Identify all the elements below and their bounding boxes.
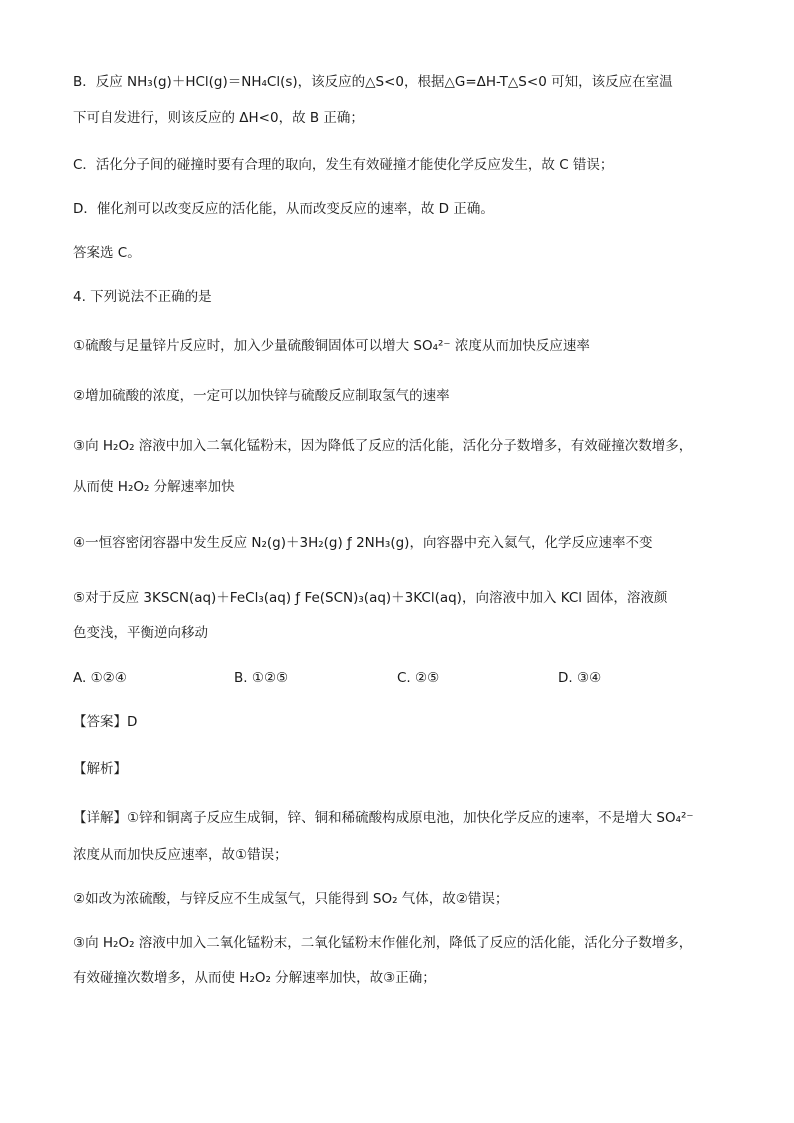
answer-label: 【答案】D — [73, 714, 138, 730]
detail-1-cont: 浓度从而加快反应速率，故①错误； — [73, 847, 288, 863]
detail-1: 【详解】①锌和铜离子反应生成铜，锌、铜和稀硫酸构成原电池，加快化学反应的速率，不是增大 SO₄²⁻ — [73, 810, 694, 826]
option-d-explanation: D．催化剂可以改变反应的活化能，从而改变反应的速率，故 D 正确。 — [73, 201, 494, 217]
detail-3-cont: 有效碰撞次数增多，从而使 H₂O₂ 分解速率加快，故③正确； — [73, 970, 436, 986]
option-c-explanation: C．活化分子间的碰撞时要有合理的取向，发生有效碰撞才能使化学反应发生，故 C 错误； — [73, 157, 614, 173]
statement-2: ②增加硫酸的浓度，一定可以加快锌与硫酸反应制取氢气的速率 — [73, 388, 450, 404]
option-b-explanation: B．反应 NH₃(g)＋HCl(g)＝NH₄Cl(s)，该反应的△S<0，根据△G=ΔH-T△S<0 可知，该反应在室温 — [73, 74, 673, 90]
detail-2: ②如改为浓硫酸，与锌反应不生成氢气，只能得到 SO₂ 气体，故②错误； — [73, 891, 509, 907]
statement-3: ③向 H₂O₂ 溶液中加入二氧化锰粉末，因为降低了反应的活化能，活化分子数增多，有效碰撞次数增多， — [73, 438, 693, 454]
statement-5-cont: 色变浅，平衡逆向移动 — [73, 625, 208, 641]
detail-3: ③向 H₂O₂ 溶液中加入二氧化锰粉末，二氧化锰粉末作催化剂，降低了反应的活化能，活化分子数增多， — [73, 935, 693, 951]
statement-1: ①硫酸与足量锌片反应时，加入少量硫酸铜固体可以增大 SO₄²⁻ 浓度从而加快反应速率 — [73, 338, 590, 354]
choice-d: D. ③④ — [558, 670, 602, 686]
previous-answer: 答案选 C。 — [73, 245, 141, 261]
choice-b: B. ①②⑤ — [234, 670, 289, 686]
choice-a: A. ①②④ — [73, 670, 127, 686]
question-4-stem: 4. 下列说法不正确的是 — [73, 289, 212, 305]
statement-3-cont: 从而使 H₂O₂ 分解速率加快 — [73, 479, 235, 495]
choice-c: C. ②⑤ — [397, 670, 440, 686]
option-b-explanation-cont: 下可自发进行，则该反应的 ΔH<0，故 B 正确； — [73, 110, 364, 126]
analysis-label: 【解析】 — [73, 761, 127, 777]
statement-5: ⑤对于反应 3KSCN(aq)＋FeCl₃(aq) ƒ Fe(SCN)₃(aq)＋3KCl(aq)，向溶液中加入 KCl 固体，溶液颜 — [73, 590, 668, 606]
statement-4: ④一恒容密闭容器中发生反应 N₂(g)＋3H₂(g) ƒ 2NH₃(g)，向容器中充入氦气，化学反应速率不变 — [73, 535, 653, 551]
